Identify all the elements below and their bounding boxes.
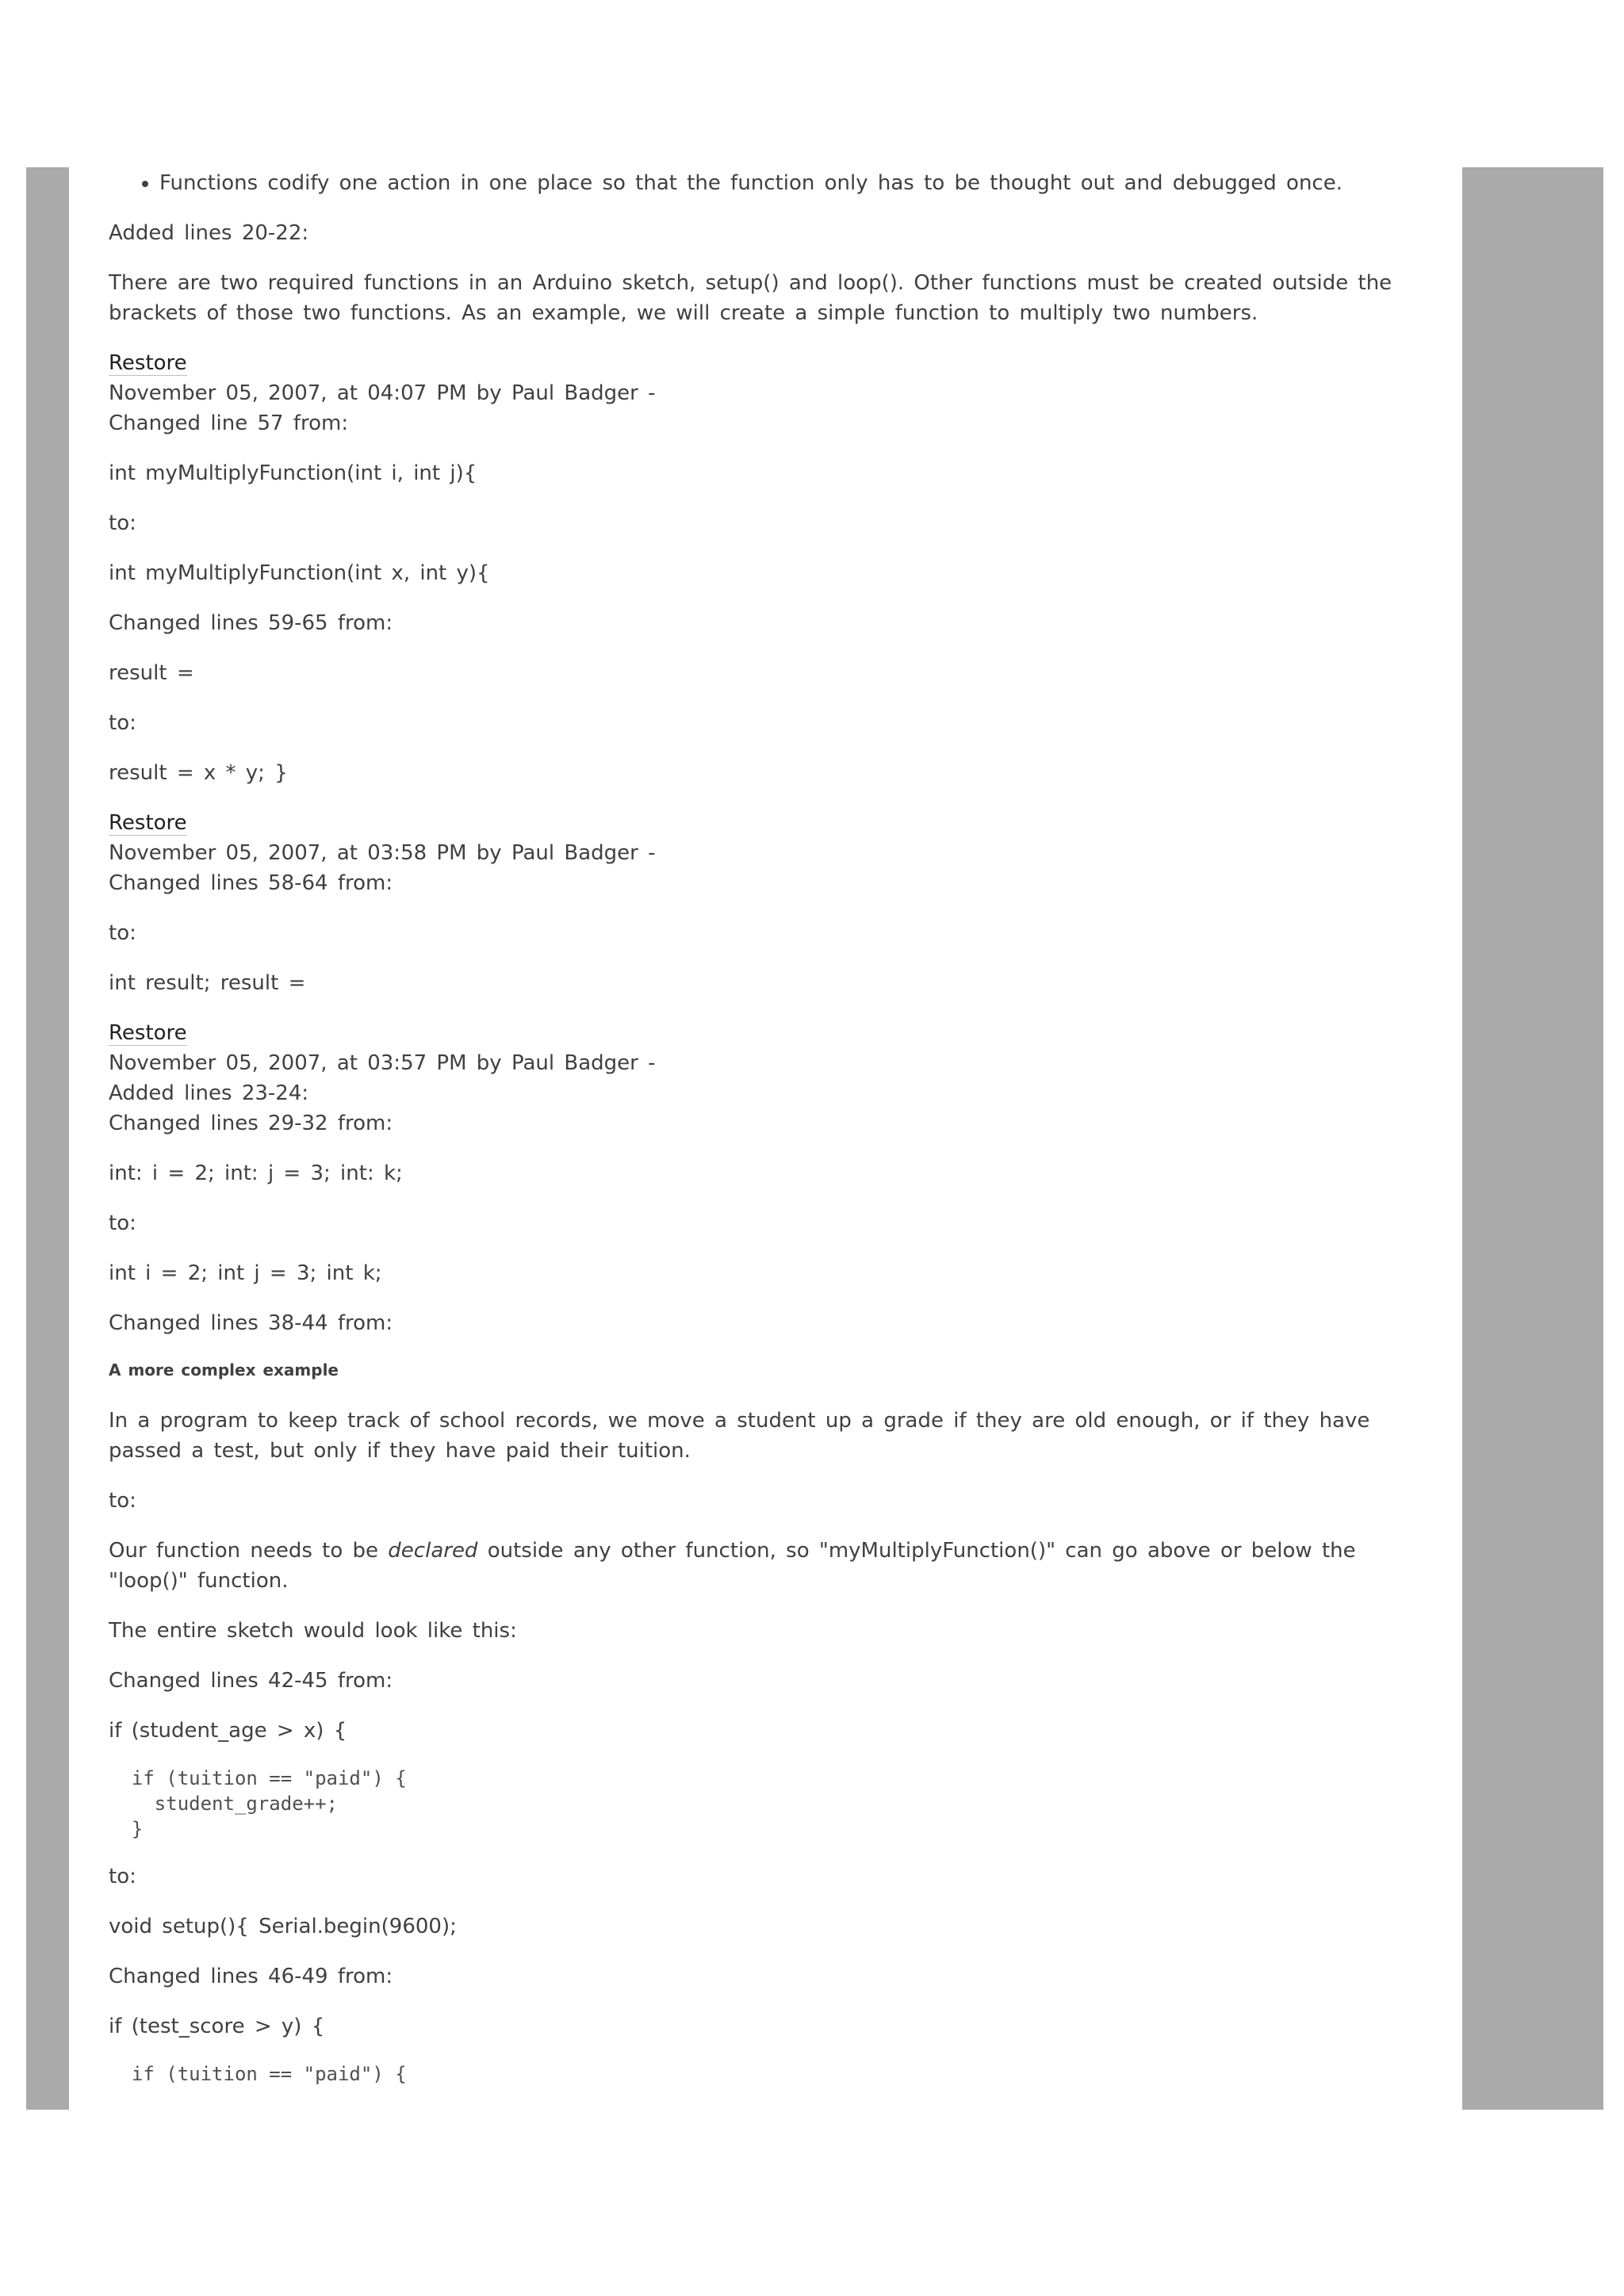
revision-header (109, 348, 1401, 438)
right-margin-bar (1462, 167, 1603, 2110)
restore-link[interactable]: Restore (109, 1021, 187, 1045)
code-line: int: i = 2; int: j = 3; int: k; (109, 1161, 403, 1185)
revision-meta: November 05, 2007, at 04:07 PM by Paul Badger - (109, 381, 656, 405)
diff-to: to: (109, 1865, 136, 1888)
paragraph: In a program to keep track of school records, we move a student up a grade if they are old enough, or if they have passed a test, but only if they have paid their tuition. (109, 1409, 1370, 1463)
revision-meta: November 05, 2007, at 03:58 PM by Paul Badger - (109, 841, 656, 865)
diff-to: to: (109, 921, 136, 945)
diff-note: Changed lines 58-64 from: (109, 871, 393, 895)
code-line: if (student_age > x) { (109, 1719, 347, 1743)
emphasis: declared (388, 1539, 478, 1563)
list-item: • Functions codify one action in one place so that the function only has to be thought out and debugged once. (159, 168, 1401, 198)
code-line: int i = 2; int j = 3; int k; (109, 1261, 382, 1285)
code-line: int result; result = (109, 971, 306, 995)
diff-note: Added lines 23-24: (109, 1081, 309, 1105)
diff-note: Added lines 20-22: (109, 221, 309, 245)
revision-meta: November 05, 2007, at 03:57 PM by Paul Badger - (109, 1051, 656, 1075)
revision-header (109, 1018, 1401, 1138)
diff-to: to: (109, 711, 136, 735)
code-line: int myMultiplyFunction(int x, int y){ (109, 561, 490, 585)
code-block: if (tuition == "paid") { student_grade++; } (131, 1767, 407, 1840)
paragraph: Our function needs to be declared outside any other function, so "myMultiplyFunction()" can go above or below the "loop()" function. (109, 1539, 1356, 1593)
diff-note: Changed lines 38-44 from: (109, 1311, 393, 1335)
section-heading: A more complex example (109, 1360, 339, 1380)
page-content (109, 168, 1401, 2109)
code-line: void setup(){ Serial.begin(9600); (109, 1915, 457, 1938)
code-block: if (tuition == "paid") { (109, 2063, 407, 2085)
diff-note: Changed line 57 from: (109, 411, 349, 435)
bullet-list (109, 168, 1401, 198)
diff-note: Changed lines 46-49 from: (109, 1965, 393, 1988)
code-line: if (test_score > y) { (109, 2015, 325, 2038)
paragraph: There are two required functions in an Arduino sketch, setup() and loop(). Other functions must be created outside the brackets of those two functions. As an example, we will create a simple function to multiply two numbers. (109, 271, 1392, 325)
left-margin-bar (26, 167, 69, 2110)
code-line: int myMultiplyFunction(int i, int j){ (109, 461, 477, 485)
diff-to: to: (109, 1211, 136, 1235)
paragraph: The entire sketch would look like this: (109, 1619, 517, 1643)
diff-to: to: (109, 511, 136, 535)
restore-link[interactable]: Restore (109, 811, 187, 835)
diff-to: to: (109, 1489, 136, 1513)
restore-link[interactable]: Restore (109, 351, 187, 375)
code-line: result = (109, 661, 194, 685)
code-line: result = x * y; } (109, 761, 288, 785)
revision-header (109, 808, 1401, 898)
diff-note: Changed lines 42-45 from: (109, 1669, 393, 1693)
diff-note: Changed lines 29-32 from: (109, 1112, 393, 1135)
diff-note: Changed lines 59-65 from: (109, 611, 393, 635)
